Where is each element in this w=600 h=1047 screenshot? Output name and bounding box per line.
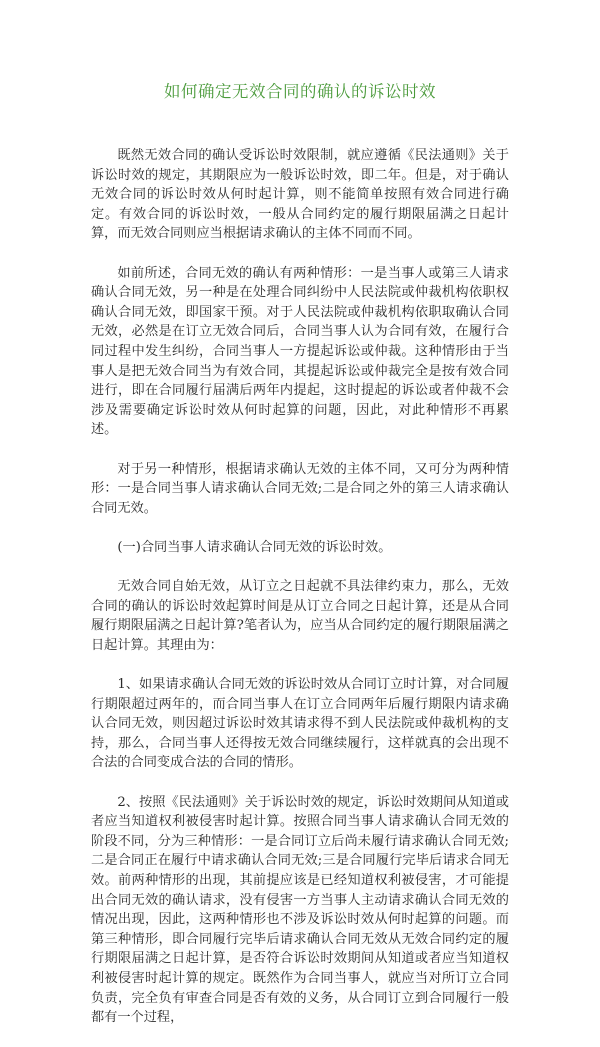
paragraph-two-situations: 如前所述，合同无效的确认有两种情形：一是当事人或第三人请求确认合同无效，另一种是在处理合同纠纷中人民法院或仲裁机构依职权确认合同无效，即国家干预。对于人民法院或仲裁机构依职取确认合同无效，必然是在订立无效合同后，合同当事人认为合同有效，在履行合同过程中发生纠纷，合同当事人一方提起诉讼或仲裁。这种情形由于当事人是把无效合同当为有效合同，其提起诉讼或仲裁完全是按有效合同进行，即在合同履行届满后两年内提起，这时提起的诉讼或者仲裁不会涉及需要确定诉讼时效从何时起算的问题，因此，对此种情形不再累述。 xyxy=(91,265,509,438)
paragraph-reason-2: 2、按照《民法通则》关于诉讼时效的规定，诉讼时效期间从知道或者应当知道权利被侵害时起计算。按照合同当事人请求确认合同无效的阶段不同，分为三种情形：一是合同订立后尚未履行请求确认合同无效;二是合同正在履行中请求确认合同无效;三是合同履行完毕后请求合同无效。前两种情形的出现，其前提应该是已经知道权利被侵害，才可能提出合同无效的确认请求，没有侵害一方当事人主动请求确认合同无效的情况出现，因此，这两种情形也不涉及诉讼时效从何时起算的问题。而第三种情形，即合同履行完毕后请求确认合同无效从无效合同约定的履行期限届满之日起计算，是否符合诉讼时效期间从知道或者应当知道权利被侵害时起计算的规定。既然作为合同当事人，就应当对所订立合同负责，完全负有审查合同是否有效的义务，从合同订立到合同履行一般都有一个过程， xyxy=(91,794,509,1026)
paragraph-reason-1: 1、如果请求确认合同无效的诉讼时效从合同订立时计算，对合同履行期限超过两年的，而合同当事人在订立合同两年后履行期限内请求确认合同无效，则因超过诉讼时效其请求得不到人民法院或仲裁机构的支持，那么，合同当事人还得按无效合同继续履行，这样就真的会出现不合法的合同变成合法的合同的情形。 xyxy=(91,677,509,771)
paragraph-other-situation: 对于另一种情形，根据请求确认无效的主体不同，又可分为两种情形：一是合同当事人请求确认合同无效;二是合同之外的第三人请求确认合同无效。 xyxy=(91,461,509,516)
document-body xyxy=(91,146,509,1047)
paragraph-intro: 既然无效合同的确认受诉讼时效限制，就应遵循《民法通则》关于诉讼时效的规定，其期限应为一般诉讼时效，即二年。但是，对于确认无效合同的诉讼时效从何时起计算，则不能简单按照有效合同进行确定。有效合同的诉讼时效，一般从合同约定的履行期限届满之日起计算，而无效合同则应当根据请求确认的主体不同而不同。 xyxy=(91,148,509,242)
section-heading-1: (一)合同当事人请求确认合同无效的诉讼时效。 xyxy=(117,539,392,555)
document-title: 如何确定无效合同的确认的诉讼时效 xyxy=(164,82,436,101)
paragraph-void-contract: 无效合同自始无效，从订立之日起就不具法律约束力，那么，无效合同的确认的诉讼时效起算时间是从订立合同之日起计算，还是从合同履行期限届满之日起计算?笔者认为，应当从合同约定的履行期限届满之日起计算。其理由为： xyxy=(91,579,509,653)
